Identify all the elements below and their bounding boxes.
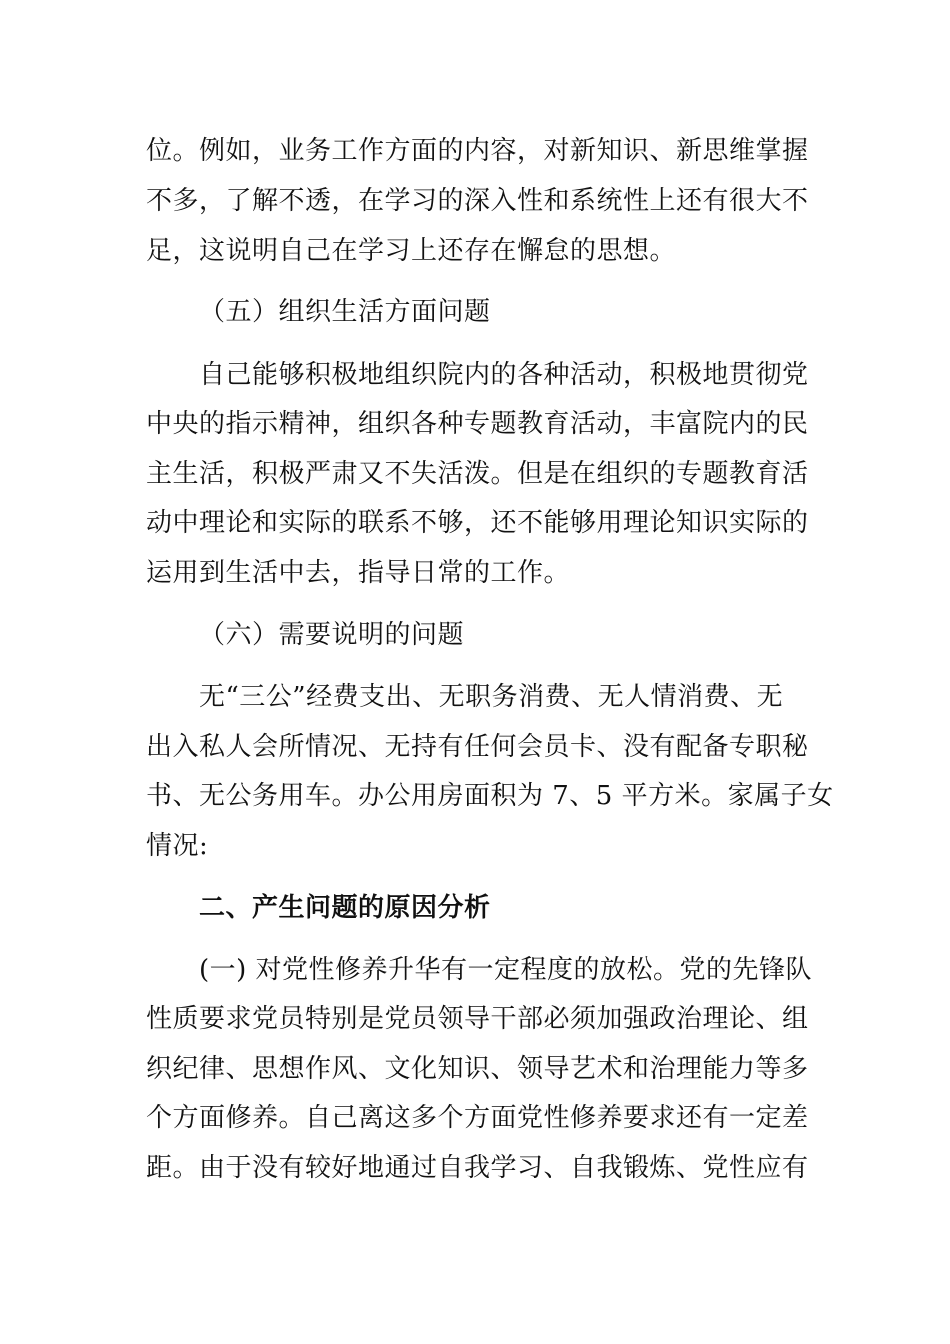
paragraph-line: 个方面修养。自己离这多个方面党性修养要求还有一定差 [146,1103,809,1133]
paragraph-line: 不多，了解不透，在学习的深入性和系统性上还有很大不 [146,186,809,216]
paragraph-line: 书、无公务用车。办公用房面积为 7、5 平方米。家属子女 [146,781,834,811]
paragraph-line: 位。例如，业务工作方面的内容，对新知识、新思维掌握 [146,136,809,166]
paragraph-line: 动中理论和实际的联系不够，还不能够用理论知识实际的 [146,508,809,538]
section-heading-5: （五）组织生活方面问题 [199,297,491,327]
paragraph-line: 出入私人会所情况、无持有任何会员卡、没有配备专职秘 [146,732,809,762]
chapter-heading-2: 二、产生问题的原因分析 [199,893,491,923]
paragraph-line: (一) 对党性修养升华有一定程度的放松。党的先锋队 [199,955,813,985]
paragraph-line: 中央的指示精神，组织各种专题教育活动，丰富院内的民 [146,409,809,439]
paragraph-line: 性质要求党员特别是党员领导干部必须加强政治理论、组 [146,1004,809,1034]
paragraph-line: 无“三公”经费支出、无职务消费、无人情消费、无 [199,682,784,712]
paragraph-line: 足，这说明自己在学习上还存在懈怠的思想。 [146,236,677,266]
paragraph-line: 距。由于没有较好地通过自我学习、自我锻炼、党性应有 [146,1153,809,1183]
paragraph-line: 自己能够积极地组织院内的各种活动，积极地贯彻党 [199,360,809,390]
paragraph-line: 织纪律、思想作风、文化知识、领导艺术和治理能力等多 [146,1054,809,1084]
paragraph-line: 情况: [146,831,209,861]
paragraph-line: 主生活，积极严肃又不失活泼。但是在组织的专题教育活 [146,459,809,489]
paragraph-line: 运用到生活中去，指导日常的工作。 [146,558,571,588]
section-heading-6: （六）需要说明的问题 [199,620,465,650]
